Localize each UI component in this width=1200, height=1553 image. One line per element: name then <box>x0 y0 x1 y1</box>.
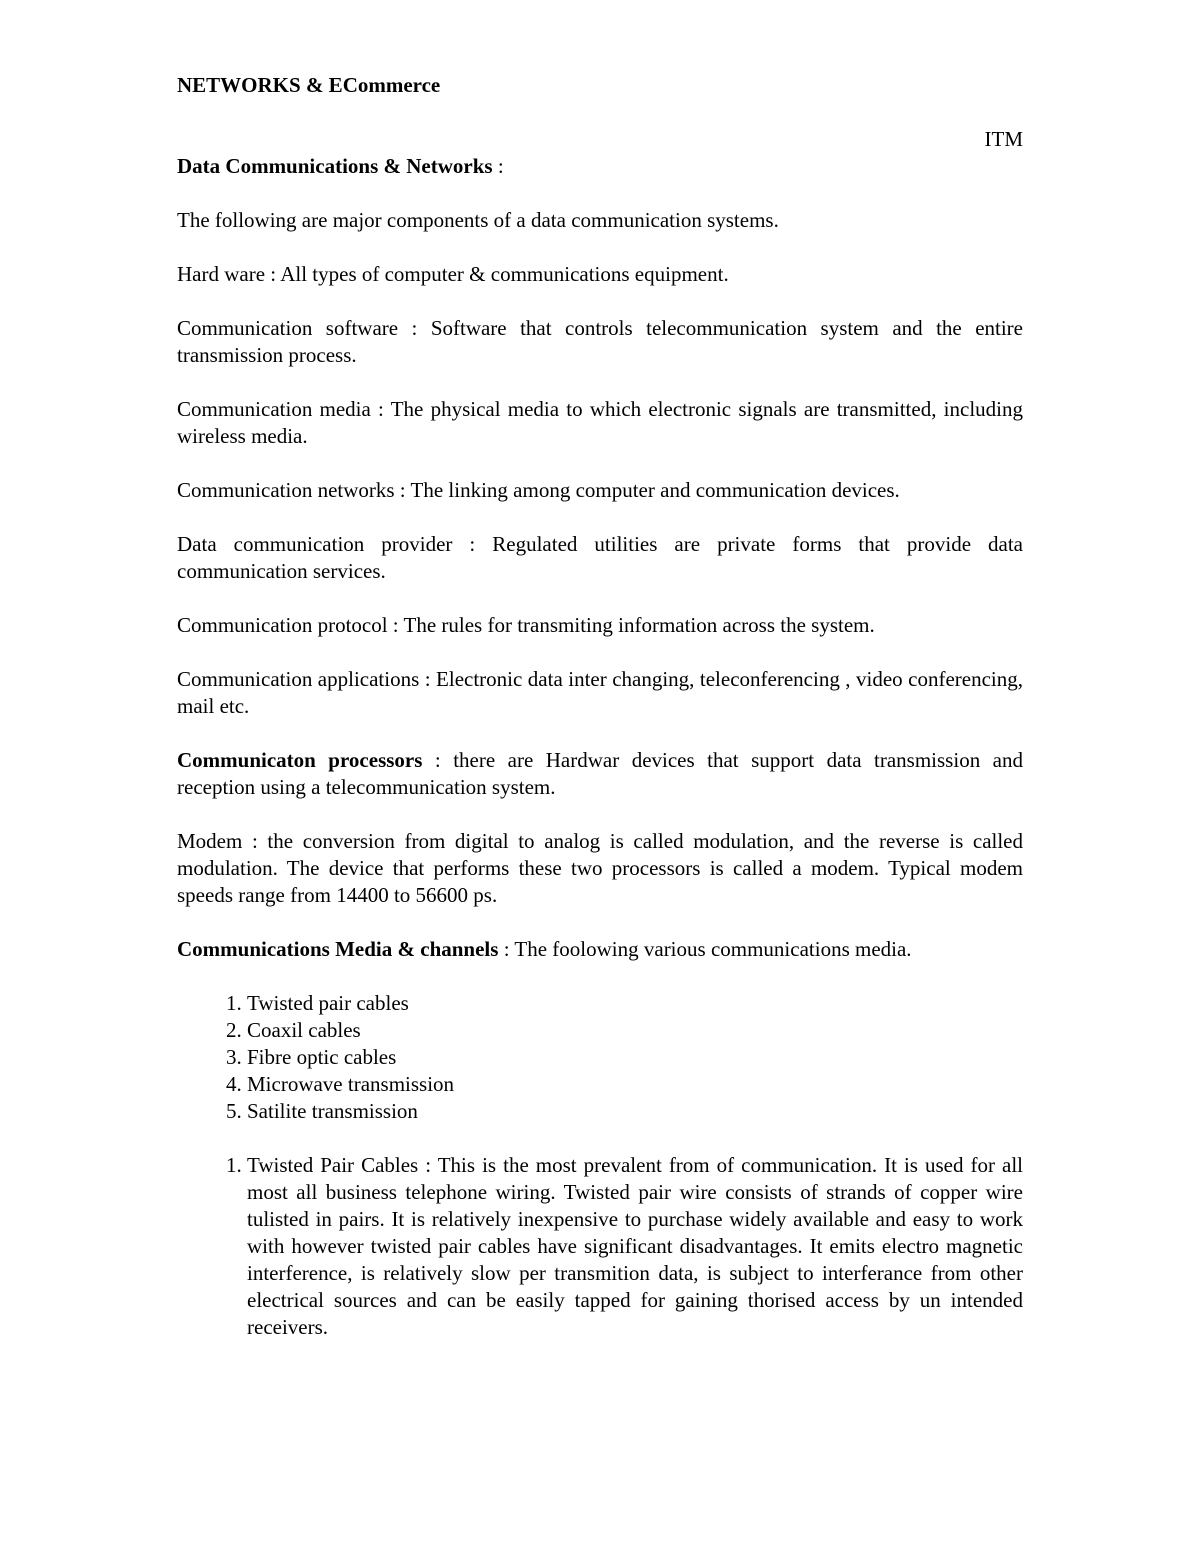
document-page <box>177 72 1023 1368</box>
component-applications: Communication applications : Electronic data inter changing, teleconferencing , video conferencing, mail etc. <box>177 667 1023 718</box>
media-text: : The foolowing various communications media. <box>498 937 912 961</box>
list-item: 5. Satilite transmission <box>247 1098 1023 1125</box>
processors-label: Communicaton processors <box>177 748 423 772</box>
section-heading <box>177 153 1023 180</box>
component-protocol: Communication protocol : The rules for transmiting information across the system. <box>177 613 875 637</box>
component-hardware: Hard ware : All types of computer & communications equipment. <box>177 262 729 286</box>
list-item: 3. Fibre optic cables <box>247 1044 1023 1071</box>
processors-text: : there are Hardwar devices that support data transmission and reception using a telecommunication system. <box>177 748 1023 799</box>
component-software: Communication software : Software that controls telecommunication system and the entire transmission process. <box>177 316 1023 367</box>
processors-paragraph <box>177 747 1023 801</box>
list-item: 1. Twisted Pair Cables : This is the most prevalent from of communication. It is used for all most all business telephone wiring. Twisted pair wire consists of strands of copper wire tulisted in pairs. It is relatively inexpensive to purchase widely available and easy to work with however twisted pair cables have significant disadvantages. It emits electro magnetic interference, is relatively slow per transmition data, is subject to interferance from other electrical sources and can be easily tapped for gaining thorised access by un intended receivers. <box>247 1152 1023 1341</box>
list-item: 1. Twisted pair cables <box>247 990 1023 1017</box>
details-list <box>177 1152 1023 1341</box>
document-title: NETWORKS & ECommerce <box>177 73 441 97</box>
intro-paragraph: The following are major components of a data communication systems. <box>177 208 779 232</box>
media-label: Communications Media & channels <box>177 937 499 961</box>
list-item: 2. Coaxil cables <box>247 1017 1023 1044</box>
component-provider: Data communication provider : Regulated utilities are private forms that provide data communication services. <box>177 532 1023 583</box>
component-networks: Communication networks : The linking among computer and communication devices. <box>177 478 900 502</box>
list-item: 4. Microwave transmission <box>247 1071 1023 1098</box>
section-heading-suffix: : <box>492 154 504 178</box>
media-list <box>177 990 1023 1125</box>
component-media: Communication media : The physical media to which electronic signals are transmitted, including wireless media. <box>177 397 1023 448</box>
media-paragraph <box>177 936 1023 963</box>
section-heading-label: Data Communications & Networks <box>177 154 493 178</box>
course-tag: ITM <box>984 127 1023 151</box>
modem-paragraph: Modem : the conversion from digital to analog is called modulation, and the reverse is called modulation. The device that performs these two processors is called a modem. Typical modem speeds range from 14400 to 56600 ps. <box>177 829 1023 907</box>
